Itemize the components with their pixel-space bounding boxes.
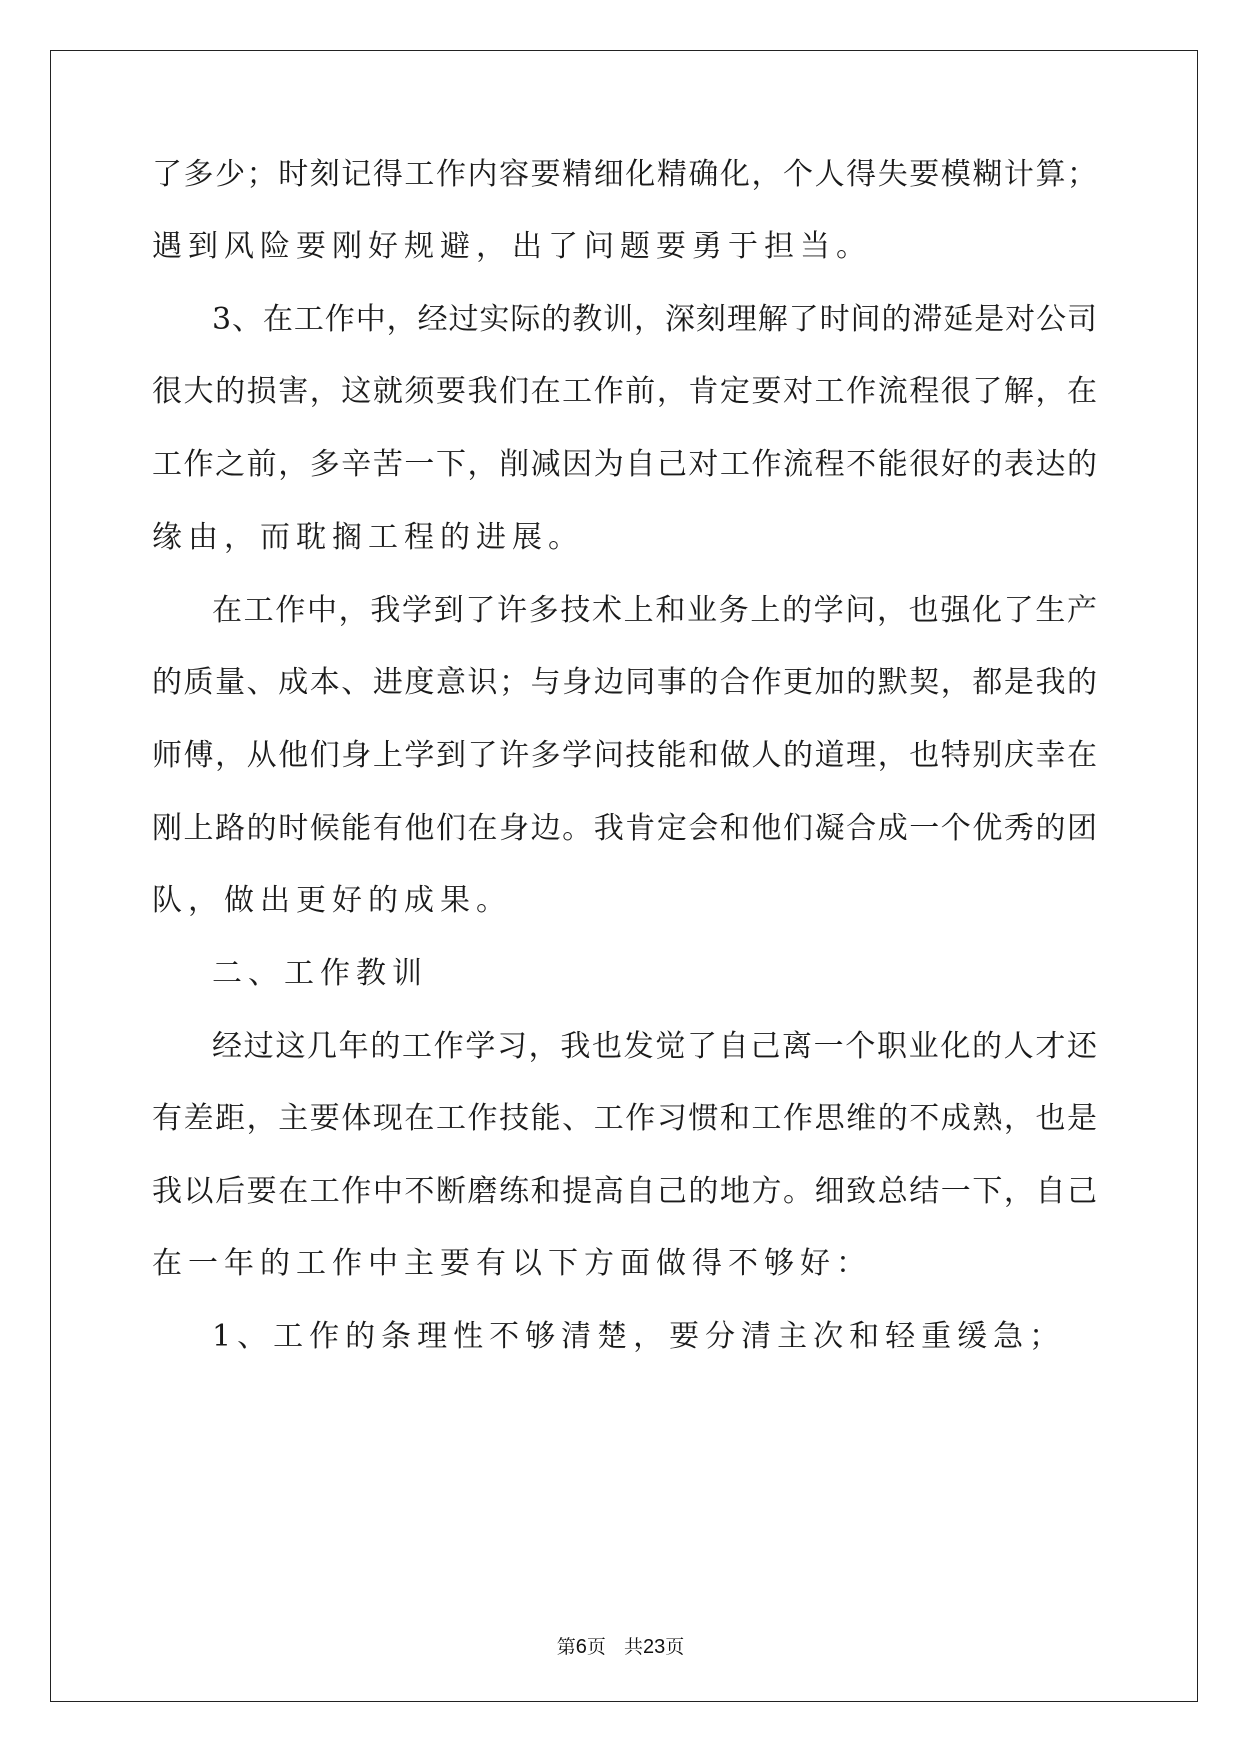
- body-line: 师傅，从他们身上学到了许多学问技能和做人的道理，也特别庆幸在: [152, 738, 1097, 773]
- total-prefix: 共: [624, 1636, 644, 1658]
- page-suffix: 页: [586, 1636, 606, 1658]
- body-line: 的质量、成本、进度意识；与身边同事的合作更加的默契，都是我的: [152, 665, 1097, 700]
- section-heading: 二、工作教训: [212, 956, 428, 991]
- total-pages: 23: [643, 1636, 666, 1658]
- total-suffix: 页: [665, 1636, 685, 1658]
- page-prefix: 第: [556, 1636, 576, 1658]
- body-line: 经过这几年的工作学习，我也发觉了自己离一个职业化的人才还: [212, 1029, 1097, 1064]
- body-line: 刚上路的时候能有他们在身边。我肯定会和他们凝合成一个优秀的团: [152, 811, 1097, 846]
- body-line: 在一年的工作中主要有以下方面做得不够好：: [152, 1246, 872, 1281]
- body-line: 我以后要在工作中不断磨练和提高自己的地方。细致总结一下，自己: [152, 1174, 1097, 1209]
- body-line: 3、在工作中，经过实际的教训，深刻理解了时间的滞延是对公司: [212, 302, 1097, 337]
- body-line: 有差距，主要体现在工作技能、工作习惯和工作思维的不成熟，也是: [152, 1101, 1097, 1136]
- body-line: 1、工作的条理性不够清楚，要分清主次和轻重缓急；: [212, 1319, 1066, 1354]
- body-line: 在工作中，我学到了许多技术上和业务上的学问，也强化了生产: [212, 593, 1097, 628]
- page-footer: [0, 1635, 1241, 1659]
- body-line: 了多少；时刻记得工作内容要精细化精确化，个人得失要模糊计算；: [152, 157, 1097, 192]
- body-line: 很大的损害，这就须要我们在工作前，肯定要对工作流程很了解，在: [152, 374, 1097, 409]
- body-line: 缘由，而耽搁工程的进展。: [152, 520, 584, 555]
- page-border: [50, 50, 1198, 1702]
- body-line: 队，做出更好的成果。: [152, 883, 512, 918]
- body-line: 工作之前，多辛苦一下，削减因为自己对工作流程不能很好的表达的: [152, 447, 1097, 482]
- page-number: 6: [575, 1636, 587, 1658]
- body-line: 遇到风险要刚好规避，出了问题要勇于担当。: [152, 229, 872, 264]
